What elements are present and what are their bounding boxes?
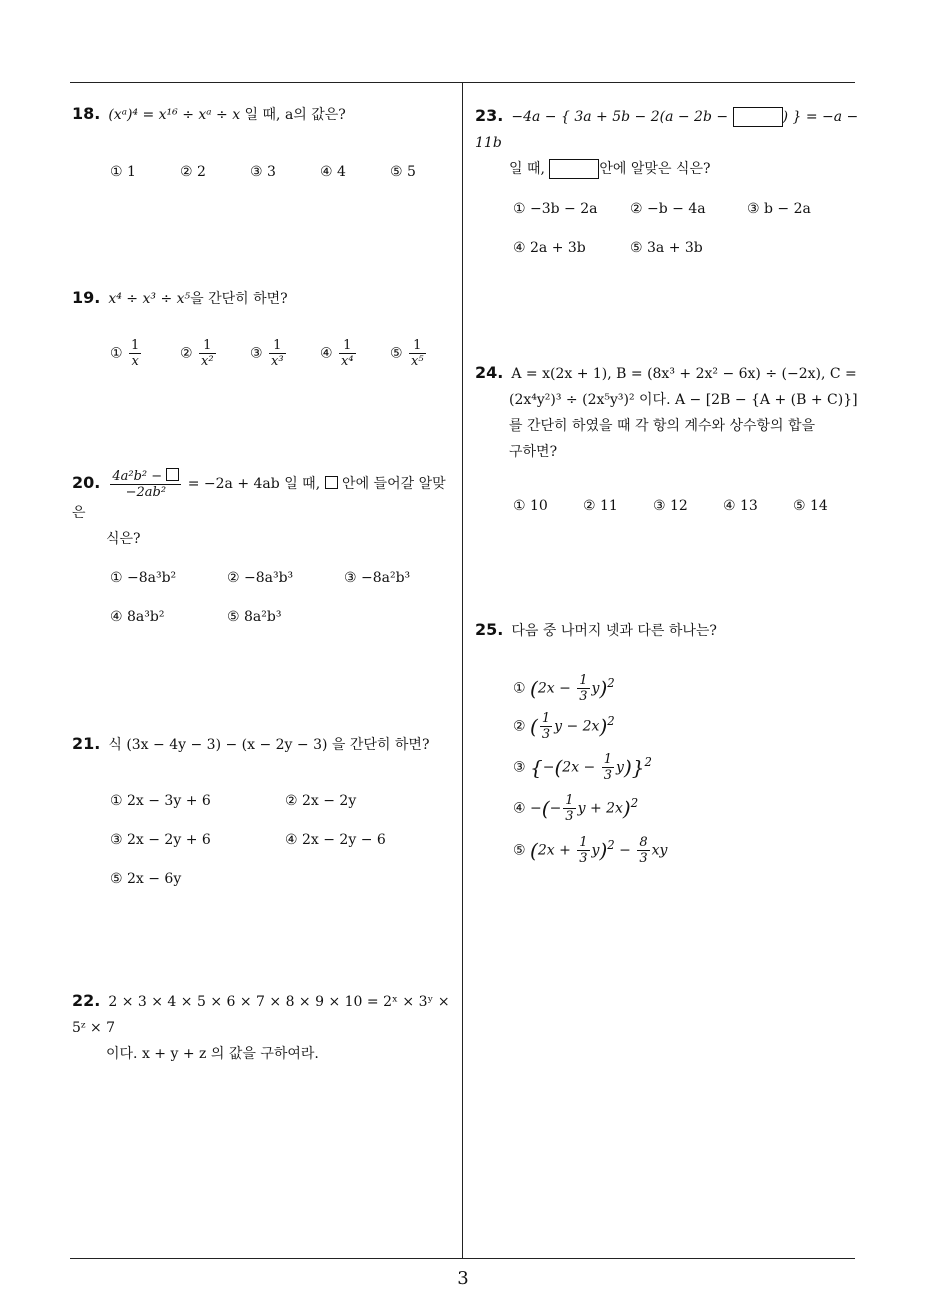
question-number: 19.: [72, 288, 101, 307]
question-number: 22.: [72, 991, 101, 1010]
option-4[interactable]: [320, 338, 358, 369]
question-line-2: 일 때,: [509, 161, 550, 177]
question-number: 21.: [72, 734, 101, 753]
option-mark: ①: [110, 345, 123, 362]
fraction: [269, 338, 286, 369]
option-4[interactable]: ④ 4: [320, 164, 346, 180]
question-23: [475, 103, 860, 182]
question-22: [72, 988, 462, 1067]
option-3[interactable]: ③ 3: [250, 164, 276, 180]
question-tail: 일 때, a의 값은?: [240, 107, 346, 123]
denominator: x⁴: [341, 354, 354, 369]
option-3[interactable]: [250, 338, 288, 369]
fraction: $\frac{8}{3}$: [639, 835, 648, 866]
option-2[interactable]: ② −b − 4a: [630, 201, 706, 217]
question-tail: 을 간단히 하면?: [190, 291, 288, 307]
blank-box: [549, 159, 599, 179]
numerator: 1: [269, 338, 286, 354]
option-1[interactable]: ① 10: [513, 498, 548, 514]
option-mark: ③: [513, 759, 526, 776]
question-tail: 안에 들어갈 알맞은: [72, 476, 446, 521]
fraction: [409, 338, 426, 369]
fraction: [129, 338, 141, 369]
option-1[interactable]: [110, 338, 143, 369]
blank-square: [166, 468, 179, 481]
option-mark: ②: [180, 345, 193, 362]
equation-left: −4a − { 3a + 5b − 2(a − 2b −: [511, 109, 733, 125]
option-4[interactable]: ④ 8a³b²: [110, 609, 165, 625]
fraction: $\frac{1}{3}$: [579, 835, 588, 866]
option-3[interactable]: ③ −8a²b³: [344, 570, 411, 586]
option-mark: ②: [513, 718, 526, 735]
numerator: 1: [131, 338, 140, 353]
option-2[interactable]: ② −8a³b³: [227, 570, 294, 586]
denominator: x⁵: [411, 354, 424, 369]
bottom-rule: [70, 1258, 855, 1259]
option-mark: ⑤: [513, 842, 526, 859]
option-2[interactable]: ② ( $\frac{1}{3}$ y − 2x)$^2$: [513, 711, 615, 742]
option-3[interactable]: ③ 2x − 2y + 6: [110, 832, 211, 848]
question-line-2: 이다. x + y + z 의 값을 구하여라.: [106, 1046, 319, 1062]
fraction: [110, 468, 181, 500]
option-4[interactable]: ④ −(− $\frac{1}{3}$ y + 2x)$^2$: [513, 793, 639, 824]
blank-square: [325, 476, 338, 489]
question-19: [72, 285, 288, 312]
question-number: 24.: [475, 363, 504, 382]
option-mark: ④: [320, 345, 333, 362]
blank-box: [733, 107, 783, 127]
question-25: [475, 617, 717, 644]
option-3[interactable]: ③ b − 2a: [747, 201, 811, 217]
question-24: [475, 360, 865, 465]
option-1[interactable]: ① 1: [110, 164, 136, 180]
numerator: 1: [199, 338, 216, 354]
question-stem: 식 (3x − 4y − 3) − (x − 2y − 3) 을 간단히 하면?: [108, 737, 430, 753]
fraction: $\frac{1}{3}$: [541, 711, 551, 742]
page-number: 3: [457, 1268, 469, 1289]
numerator: 1: [339, 338, 356, 354]
question-line-3: 를 간단히 하였을 때 각 항의 계수와 상수항의 합을: [509, 418, 816, 434]
option-2[interactable]: [180, 338, 218, 369]
option-mark: ⑤: [390, 345, 403, 362]
numerator: [110, 468, 181, 485]
numerator-text: 4a²b² −: [112, 469, 167, 484]
question-line-2: (2x⁴y²)³ ÷ (2x⁵y³)² 이다. A − [2B − {A + (B + C)}]: [509, 392, 858, 408]
question-line-2: 식은?: [106, 531, 141, 547]
question-number: 18.: [72, 104, 101, 123]
fraction: [339, 338, 356, 369]
denominator: −2ab²: [125, 485, 167, 500]
question-stem: 다음 중 나머지 넷과 다른 하나는?: [511, 623, 717, 639]
question-line-4: 구하면?: [509, 444, 558, 460]
equation-right: ) } = −a − 11b: [475, 109, 859, 151]
fraction: [199, 338, 216, 369]
fraction: $\frac{1}{3}$: [603, 752, 613, 783]
question-20: [72, 468, 457, 552]
option-3[interactable]: ③ 12: [653, 498, 688, 514]
option-5[interactable]: ⑤ 8a²b³: [227, 609, 282, 625]
question-18: [72, 101, 346, 128]
option-mark: ①: [513, 680, 526, 697]
option-4[interactable]: ④ 2x − 2y − 6: [285, 832, 386, 848]
option-mark: ③: [250, 345, 263, 362]
question-stem: x⁴ ÷ x³ ÷ x⁵: [108, 291, 191, 307]
question-number: 25.: [475, 620, 504, 639]
fraction: $\frac{1}{3}$: [579, 673, 588, 704]
option-3[interactable]: ③ {−(2x − $\frac{1}{3}$ y)}$^2$: [513, 752, 652, 783]
question-line-2-tail: 안에 알맞은 식은?: [599, 161, 711, 177]
question-stem: (xᵃ)⁴ = x¹⁶ ÷ xᵃ ÷ x: [108, 107, 241, 123]
column-divider: [462, 83, 463, 1259]
option-2[interactable]: ② 2: [180, 164, 206, 180]
option-2[interactable]: ② 11: [583, 498, 618, 514]
option-1[interactable]: ① (2x − $\frac{1}{3}$ y)$^2$: [513, 673, 615, 704]
option-4[interactable]: ④ 13: [723, 498, 758, 514]
option-4[interactable]: ④ 2a + 3b: [513, 240, 586, 256]
question-line-1: A = x(2x + 1), B = (8x³ + 2x² − 6x) ÷ (−2x), C =: [511, 366, 857, 382]
denominator: x²: [201, 354, 214, 369]
option-1[interactable]: ① 2x − 3y + 6: [110, 793, 211, 809]
option-1[interactable]: ① −3b − 2a: [513, 201, 598, 217]
question-21: [72, 731, 429, 758]
option-5[interactable]: ⑤ 3a + 3b: [630, 240, 703, 256]
option-5[interactable]: ⑤ 14: [793, 498, 828, 514]
question-number: 23.: [475, 106, 504, 125]
denominator: x: [131, 354, 139, 369]
option-2[interactable]: ② 2x − 2y: [285, 793, 357, 809]
fraction: $\frac{1}{3}$: [565, 793, 574, 824]
option-5[interactable]: ⑤ 2x − 6y: [110, 871, 182, 887]
option-mark: ④: [513, 800, 526, 817]
equation-rhs: = −2a + 4ab 일 때,: [183, 476, 325, 492]
question-number: 20.: [72, 473, 101, 492]
denominator: x³: [271, 354, 284, 369]
option-5[interactable]: [390, 338, 428, 369]
question-line-1: 2 × 3 × 4 × 5 × 6 × 7 × 8 × 9 × 10 = 2ˣ × 3ʸ × 5ᶻ × 7: [72, 994, 450, 1036]
option-1[interactable]: ① −8a³b²: [110, 570, 177, 586]
option-5[interactable]: ⑤ 5: [390, 164, 416, 180]
option-5[interactable]: ⑤ (2x + $\frac{1}{3}$ y)$^2$ − $\frac{8}{3}$ xy: [513, 835, 668, 866]
numerator: 1: [409, 338, 426, 354]
